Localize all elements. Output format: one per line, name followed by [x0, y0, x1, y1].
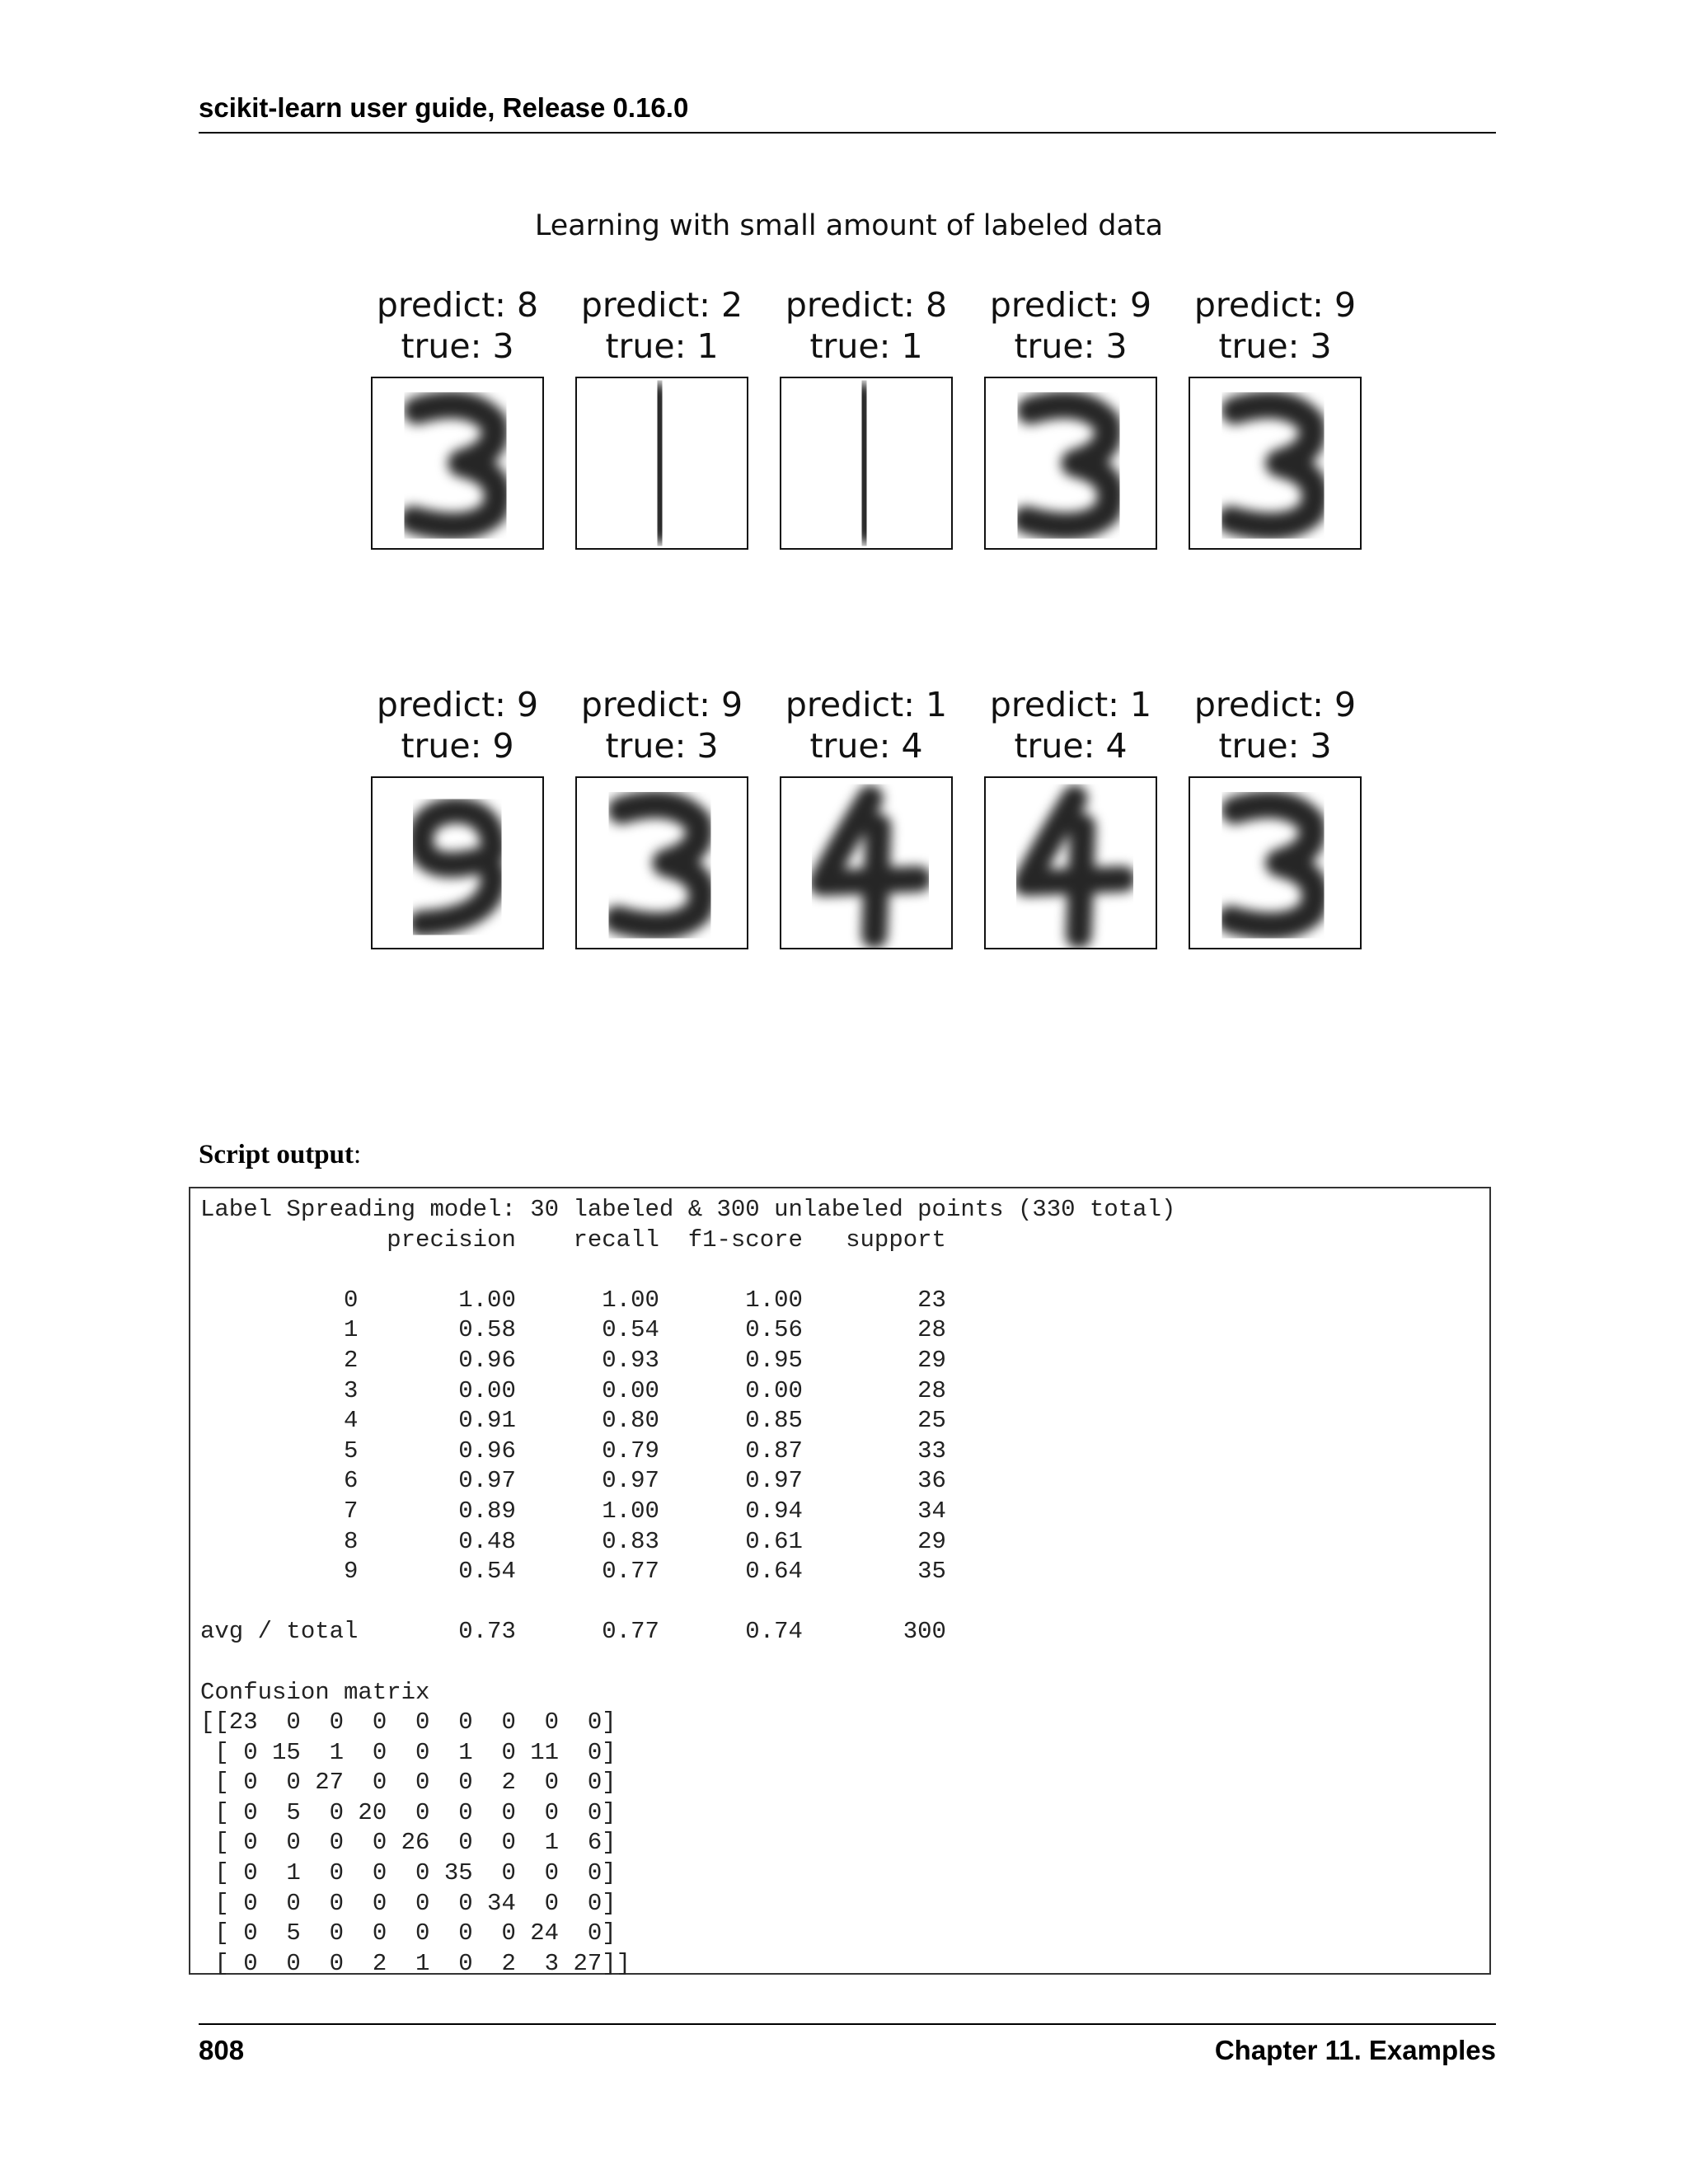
true-label: true: 3 [1218, 726, 1332, 766]
digit-image [371, 776, 544, 949]
predict-label: predict: 9 [1193, 285, 1357, 325]
true-label: true: 1 [809, 326, 923, 366]
page-footer [199, 2023, 1496, 2065]
true-label: true: 3 [1218, 326, 1332, 366]
digits-figure [330, 198, 1368, 981]
true-label: true: 3 [401, 326, 514, 366]
predict-label: predict: 8 [785, 285, 948, 325]
digit-cell [968, 284, 1174, 550]
predict-label: predict: 1 [785, 685, 948, 724]
predict-label: predict: 9 [376, 685, 539, 724]
true-label: true: 1 [605, 326, 719, 366]
chapter-title: Chapter 11. Examples [1214, 2035, 1496, 2065]
header-title: scikit-learn user guide, Release 0.16.0 [199, 92, 689, 123]
digit-image [1189, 377, 1362, 550]
true-label: true: 3 [1014, 326, 1128, 366]
digit-image [780, 776, 953, 949]
digit-cell [1172, 684, 1378, 949]
digit-image [780, 377, 953, 550]
page-header [199, 92, 1496, 134]
script-output-label: Script output: [199, 1140, 362, 1169]
digit-cell [354, 284, 560, 550]
true-label: true: 3 [605, 726, 719, 766]
predict-label: predict: 2 [580, 285, 743, 325]
digit-cell [968, 684, 1174, 949]
predict-label: predict: 9 [580, 685, 743, 724]
predict-label: predict: 9 [1193, 685, 1357, 724]
digit-cell [354, 684, 560, 949]
digit-image [575, 776, 748, 949]
digit-image [575, 377, 748, 550]
digit-image [984, 377, 1157, 550]
predict-label: predict: 1 [989, 685, 1152, 724]
true-label: true: 9 [401, 726, 514, 766]
digit-image [371, 377, 544, 550]
digit-cell [1172, 284, 1378, 550]
predict-label: predict: 8 [376, 285, 539, 325]
digit-image [984, 776, 1157, 949]
true-label: true: 4 [809, 726, 923, 766]
digit-cell [763, 284, 969, 550]
digit-image [1189, 776, 1362, 949]
digit-cell [559, 284, 765, 550]
figure-title: Learning with small amount of labeled data [534, 209, 1164, 242]
predict-label: predict: 9 [989, 285, 1152, 325]
digit-cell [763, 684, 969, 949]
script-output-box [189, 1187, 1491, 1975]
true-label: true: 4 [1014, 726, 1128, 766]
script-output-text: Label Spreading model: 30 labeled & 300 unlabeled points (330 total) precision recall f1-score support 0 1.00 1.00 1.00 23 1 0.58 0.54 0.56 28 2 0.96 0.93 0.95 29 3 0.00 0.00 0.00 28 4 0.91 0.80 0.85 25 5 0.96 0.79 0.87 33 6 0.97 0.97 0.97 36 7 0.89 1.00 0.94 34 8 0.48 0.83 0.61 29 9 0.54 0.77 0.64 35 avg / total 0.73 0.77 0.74 300 Confusion matrix [[23 0 0 0 0 0 0 0 0] [ 0 15 1 0 0 1 0 11 0] [ 0 0 27 0 0 0 2 0 0] [ 0 5 0 20 0 0 0 0 0] [ 0 0 0 0 26 0 0 1 6] [ 0 1 0 0 0 35 0 0 0] [ 0 0 0 0 0 0 34 0 0] [ 0 5 0 0 0 0 0 24 0] [ 0 0 0 2 1 0 2 3 27]] [200, 1196, 1176, 1977]
page-number: 808 [199, 2035, 245, 2065]
digit-cell [559, 684, 765, 949]
